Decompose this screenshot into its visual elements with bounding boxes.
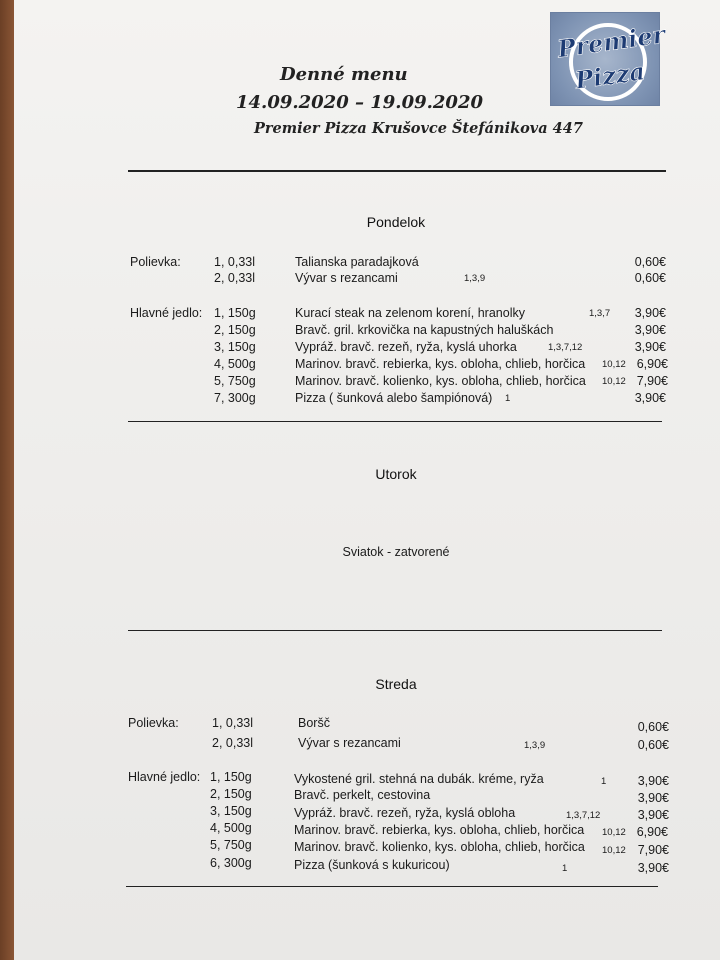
- restaurant-name: Premier Pizza Krušovce Štefánikova 447: [254, 120, 583, 137]
- main-name: Vykostené gril. stehná na dubák. kréme, ryža: [294, 772, 544, 786]
- main-name: Vypráž. bravč. rezeň, ryža, kyslá obloha: [294, 806, 516, 820]
- main-price: 3,90€: [637, 808, 669, 822]
- main-price: 7,90€: [637, 843, 669, 857]
- allergen-codes: 1,3,9: [524, 740, 546, 751]
- allergen-codes: 1,3,9: [464, 273, 486, 284]
- main-portion: 5, 750g: [210, 838, 252, 852]
- section-divider: [128, 421, 662, 422]
- allergen-codes: 1: [562, 863, 568, 874]
- soup-name: Vývar s rezancami: [298, 736, 401, 750]
- soup-price: 0,60€: [637, 738, 669, 752]
- soup-name: Boršč: [298, 716, 330, 730]
- day-heading-streda: Streda: [375, 676, 417, 692]
- main-portion: 1, 150g: [214, 306, 256, 320]
- main-price: 3,90€: [637, 861, 669, 875]
- main-price: 3,90€: [634, 306, 666, 320]
- logo-text-line2: Pizza: [573, 56, 647, 95]
- main-portion: 5, 750g: [214, 374, 256, 388]
- main-price: 3,90€: [634, 391, 666, 405]
- allergen-codes: 10,12: [602, 376, 626, 387]
- section-divider: [126, 886, 658, 887]
- soup-portion: 1, 0,33l: [214, 255, 256, 269]
- main-name: Kurací steak na zelenom korení, hranolky: [295, 306, 525, 320]
- main-portion: 4, 500g: [214, 357, 256, 371]
- main-portion: 3, 150g: [210, 804, 252, 818]
- main-name: Marinov. bravč. kolienko, kys. obloha, chlieb, horčica: [294, 840, 585, 854]
- main-price: 3,90€: [634, 323, 666, 337]
- main-price: 6,90€: [636, 357, 668, 371]
- soup-name: Vývar s rezancami: [295, 271, 398, 285]
- allergen-codes: 10,12: [602, 827, 626, 838]
- main-portion: 7, 300g: [214, 391, 256, 405]
- main-price: 6,90€: [636, 825, 668, 839]
- soup-name: Talianska paradajková: [295, 255, 419, 269]
- main-price: 3,90€: [634, 340, 666, 354]
- menu-title: Denné menu: [280, 64, 408, 85]
- header-divider: [128, 170, 666, 172]
- main-portion: 2, 150g: [214, 323, 256, 337]
- allergen-codes: 1: [505, 393, 511, 404]
- section-divider: [128, 630, 662, 631]
- main-portion: 3, 150g: [214, 340, 256, 354]
- allergen-codes: 1,3,7: [589, 308, 611, 319]
- menu-dates: 14.09.2020 – 19.09.2020: [236, 92, 483, 113]
- soup-price: 0,60€: [634, 255, 666, 269]
- soup-portion: 1, 0,33l: [212, 716, 254, 730]
- logo-text-line1: Premier: [555, 19, 667, 64]
- main-name: Marinov. bravč. rebierka, kys. obloha, chlieb, horčica: [294, 823, 585, 837]
- main-name: Vypráž. bravč. rezeň, ryža, kyslá uhorka: [295, 340, 517, 354]
- main-name: Bravč. gril. krkovička na kapustných haluškách: [295, 323, 554, 337]
- soup-portion: 2, 0,33l: [214, 271, 256, 285]
- soup-label: Polievka:: [130, 255, 181, 269]
- main-name: Bravč. perkelt, cestovina: [294, 788, 431, 802]
- main-label: Hlavné jedlo:: [128, 770, 201, 784]
- closed-notice: Sviatok - zatvorené: [342, 545, 450, 559]
- allergen-codes: 1: [601, 776, 607, 787]
- main-name: Pizza ( šunková alebo šampiónová): [295, 391, 493, 405]
- main-portion: 6, 300g: [210, 856, 252, 870]
- allergen-codes: 1,3,7,12: [548, 342, 583, 353]
- soup-portion: 2, 0,33l: [212, 736, 254, 750]
- allergen-codes: 10,12: [602, 359, 626, 370]
- main-portion: 2, 150g: [210, 787, 252, 801]
- day-heading-utorok: Utorok: [375, 466, 417, 482]
- soup-label: Polievka:: [128, 716, 179, 730]
- allergen-codes: 1,3,7,12: [566, 810, 601, 821]
- table-edge: [0, 0, 14, 960]
- main-price: 3,90€: [637, 774, 669, 788]
- main-name: Marinov. bravč. kolienko, kys. obloha, chlieb, horčica: [295, 374, 586, 388]
- main-price: 3,90€: [637, 791, 669, 805]
- main-name: Pizza (šunková s kukuricou): [294, 858, 450, 872]
- main-name: Marinov. bravč. rebierka, kys. obloha, chlieb, horčica: [295, 357, 586, 371]
- soup-price: 0,60€: [637, 720, 669, 734]
- main-portion: 4, 500g: [210, 821, 252, 835]
- soup-price: 0,60€: [634, 271, 666, 285]
- main-label: Hlavné jedlo:: [130, 306, 203, 320]
- premier-pizza-logo: [550, 12, 667, 106]
- day-heading-pondelok: Pondelok: [366, 214, 426, 230]
- main-price: 7,90€: [636, 374, 668, 388]
- allergen-codes: 10,12: [602, 845, 626, 856]
- main-portion: 1, 150g: [210, 770, 252, 784]
